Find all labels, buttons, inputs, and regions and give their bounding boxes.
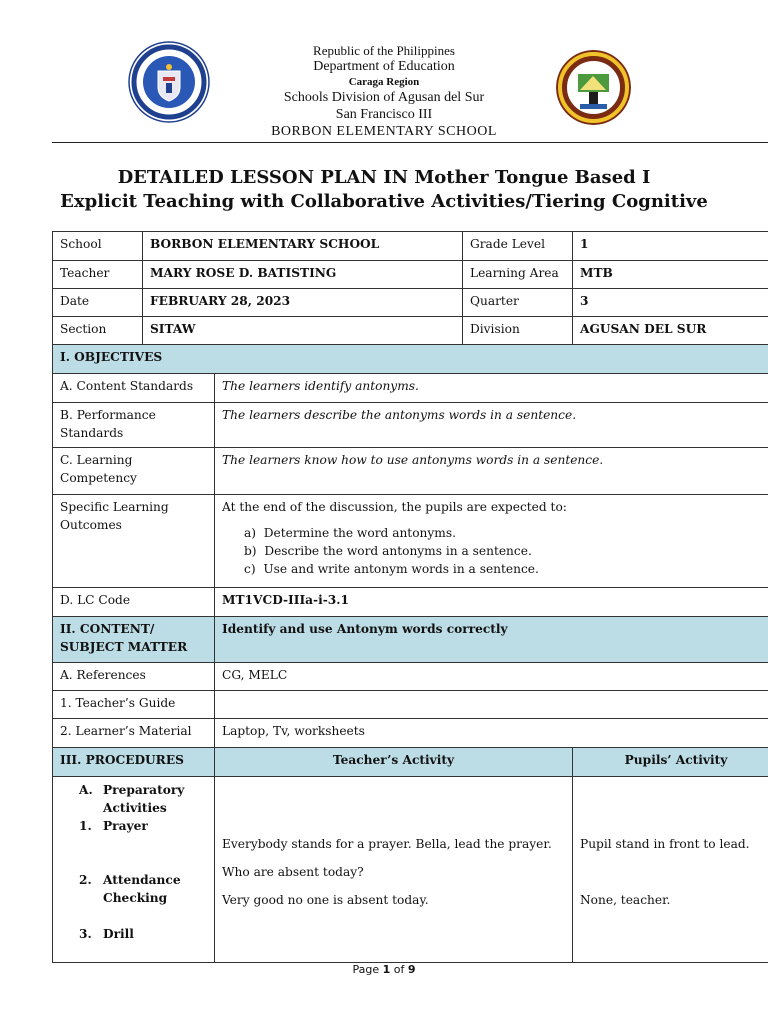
header-department: Department of Education bbox=[313, 59, 455, 74]
procedures-heading: III. PROCEDURES bbox=[53, 748, 215, 777]
outcome-text: Use and write antonym words in a sentence. bbox=[263, 562, 539, 576]
learning-outcomes-intro: At the end of the discussion, the pupils are expected to: bbox=[222, 500, 567, 514]
step-1-marker: 1. bbox=[79, 819, 92, 833]
content-standards-value: The learners identify antonyms. bbox=[215, 374, 768, 403]
area-value: MTB bbox=[573, 261, 768, 289]
division-value: AGUSAN DEL SUR bbox=[573, 317, 768, 345]
outcome-text: Describe the word antonyms in a sentence. bbox=[264, 544, 532, 558]
outcome-item bbox=[244, 542, 768, 560]
area-label: Learning Area bbox=[463, 261, 573, 289]
learning-competency-value: The learners know how to use antonyms words in a sentence. bbox=[215, 448, 768, 495]
learning-outcomes-label: Specific Learning Outcomes bbox=[53, 495, 215, 588]
learning-outcomes-cell bbox=[215, 495, 768, 588]
footer-page-number: 1 bbox=[382, 963, 391, 976]
outcome-marker: c) bbox=[244, 562, 256, 576]
page-title: DETAILED LESSON PLAN IN Mother Tongue Based I bbox=[117, 167, 651, 188]
teachers-guide-row bbox=[53, 691, 768, 719]
header-district: San Francisco III bbox=[335, 107, 433, 122]
footer-page-total: 9 bbox=[407, 963, 416, 976]
info-row-teacher bbox=[53, 261, 768, 289]
date-value: FEBRUARY 28, 2023 bbox=[143, 289, 463, 317]
learning-competency-row bbox=[53, 448, 768, 495]
content-standards-label: A. Content Standards bbox=[53, 374, 215, 403]
performance-standards-row bbox=[53, 403, 768, 448]
date-label: Date bbox=[53, 289, 143, 317]
info-row-school bbox=[53, 232, 768, 261]
step-2-label: Attendance Checking bbox=[103, 873, 181, 905]
pupil-activity-header: Pupils’ Activity bbox=[573, 748, 768, 777]
references-value: CG, MELC bbox=[215, 663, 768, 691]
info-row-section bbox=[53, 317, 768, 345]
learning-outcomes-row bbox=[53, 495, 768, 588]
objectives-heading-row bbox=[53, 345, 768, 374]
lc-code-row bbox=[53, 588, 768, 617]
lesson-plan-table bbox=[52, 231, 768, 963]
lc-code-label: D. LC Code bbox=[53, 588, 215, 617]
page-footer bbox=[0, 963, 768, 976]
content-standards-row bbox=[53, 374, 768, 403]
school-label: School bbox=[53, 232, 143, 261]
outcome-text: Determine the word antonyms. bbox=[263, 526, 456, 540]
learners-material-label: 2. Learner’s Material bbox=[53, 719, 215, 748]
outcome-item bbox=[244, 560, 768, 578]
pupil-prayer-text: Pupil stand in front to lead. bbox=[580, 837, 750, 851]
grade-value: 1 bbox=[573, 232, 768, 261]
outcome-item bbox=[244, 524, 768, 542]
teacher-activity-cell bbox=[215, 777, 573, 963]
step-3-label: Drill bbox=[103, 927, 134, 941]
header-region: Caraga Region bbox=[348, 76, 420, 88]
grade-label: Grade Level bbox=[463, 232, 573, 261]
pupil-activity-cell bbox=[573, 777, 768, 963]
performance-standards-value: The learners describe the antonyms words in a sentence. bbox=[215, 403, 768, 448]
preparatory-row bbox=[53, 777, 768, 963]
step-attendance bbox=[79, 871, 210, 907]
quarter-value: 3 bbox=[573, 289, 768, 317]
procedures-heading-row bbox=[53, 748, 768, 777]
references-row bbox=[53, 663, 768, 691]
content-value: Identify and use Antonym words correctly bbox=[215, 617, 768, 663]
teacher-prayer-text: Everybody stands for a prayer. Bella, lead the prayer. bbox=[222, 837, 552, 851]
section-label: Section bbox=[53, 317, 143, 345]
quarter-label: Quarter bbox=[463, 289, 573, 317]
pupil-absent-text: None, teacher. bbox=[580, 893, 671, 907]
outcome-marker: b) bbox=[244, 544, 257, 558]
references-label: A. References bbox=[53, 663, 215, 691]
step-a-marker: A. bbox=[79, 783, 93, 797]
learners-material-row bbox=[53, 719, 768, 748]
info-row-date bbox=[53, 289, 768, 317]
footer-page-word: Page bbox=[352, 963, 380, 976]
teacher-activity-header: Teacher’s Activity bbox=[215, 748, 573, 777]
teacher-label: Teacher bbox=[53, 261, 143, 289]
learning-competency-label: C. Learning Competency bbox=[53, 448, 215, 495]
step-1-label: Prayer bbox=[103, 819, 148, 833]
footer-of-word: of bbox=[393, 963, 405, 976]
header-school: BORBON ELEMENTARY SCHOOL bbox=[271, 124, 497, 139]
teacher-good-text: Very good no one is absent today. bbox=[222, 893, 429, 907]
page-subtitle: Explicit Teaching with Collaborative Activities/Tiering Cognitive bbox=[60, 191, 708, 212]
performance-standards-label: B. Performance Standards bbox=[53, 403, 215, 448]
outcome-marker: a) bbox=[244, 526, 257, 540]
learners-material-value: Laptop, Tv, worksheets bbox=[215, 719, 768, 748]
objectives-heading: I. OBJECTIVES bbox=[53, 345, 768, 374]
teacher-absent-text: Who are absent today? bbox=[222, 865, 364, 879]
step-a bbox=[79, 781, 210, 817]
step-a-label: Preparatory Activities bbox=[103, 783, 185, 815]
content-heading-row bbox=[53, 617, 768, 663]
step-2-marker: 2. bbox=[79, 873, 92, 887]
preparatory-steps-cell bbox=[53, 777, 215, 963]
lc-code-value: MT1VCD-IIIa-i-3.1 bbox=[215, 588, 768, 617]
header-republic: Republic of the Philippines bbox=[313, 43, 455, 58]
step-prayer bbox=[79, 817, 210, 835]
step-3-marker: 3. bbox=[79, 927, 92, 941]
header-rule bbox=[52, 142, 768, 143]
content-heading: II. CONTENT/ SUBJECT MATTER bbox=[53, 617, 215, 663]
school-value: BORBON ELEMENTARY SCHOOL bbox=[143, 232, 463, 261]
teacher-value: MARY ROSE D. BATISTING bbox=[143, 261, 463, 289]
header-division: Schools Division of Agusan del Sur bbox=[283, 90, 485, 105]
learning-outcomes-list bbox=[222, 524, 768, 578]
step-drill bbox=[79, 925, 210, 943]
teachers-guide-value bbox=[215, 691, 768, 719]
section-value: SITAW bbox=[143, 317, 463, 345]
teachers-guide-label: 1. Teacher’s Guide bbox=[53, 691, 215, 719]
division-label: Division bbox=[463, 317, 573, 345]
